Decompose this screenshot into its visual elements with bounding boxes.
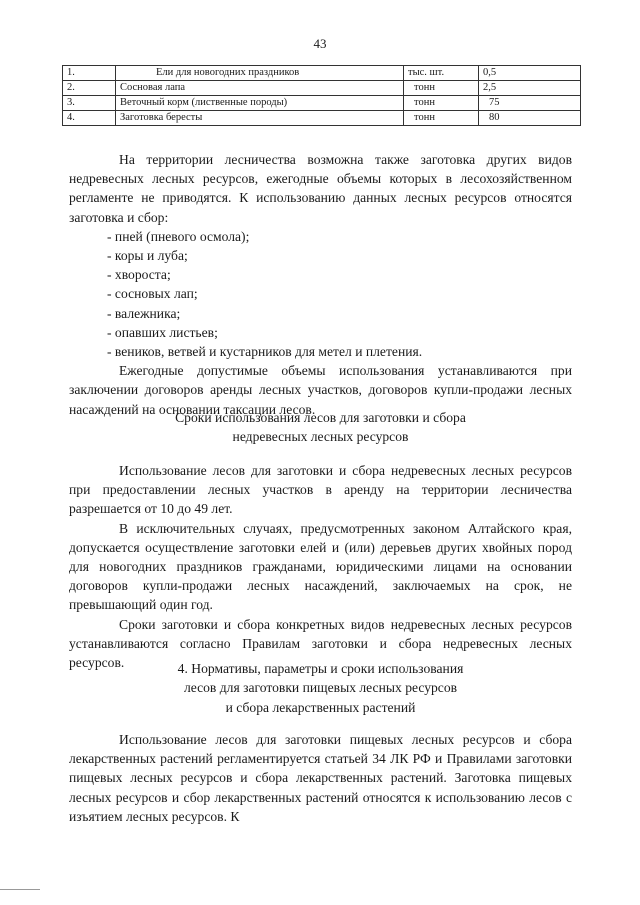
list-item: - валежника; — [107, 305, 181, 321]
row-number: 4. — [63, 111, 116, 126]
resource-value: 2,5 — [479, 81, 581, 96]
resource-unit: тыс. шт. — [404, 66, 479, 81]
paragraph: Ежегодные допустимые объемы использования устанавливаются при заключении договоров аренды лесных участков, договоров купли-продажи лесных насаждений на основании таксации лесов. — [69, 363, 572, 417]
list-item: - сосновых лап; — [107, 286, 198, 302]
heading-line: недревесных лесных ресурсов — [232, 429, 409, 445]
heading-line: Сроки использования лесов для заготовки и сбора — [175, 410, 466, 425]
page-number: 43 — [313, 36, 327, 51]
paragraph: В исключительных случаях, предусмотренных законом Алтайского края, допускается осуществление заготовки елей и (или) деревьев других хвойных пород для новогодних праздников гражданами, юридическими лицами на основании договоров купли-продажи лесных насаждений, заключаемых на срок, не превышающий один год. — [69, 520, 572, 613]
list-item: - опавших листьев; — [107, 324, 218, 340]
row-number: 1. — [63, 66, 116, 81]
resource-name: Ели для новогодних праздников — [116, 66, 404, 81]
heading-line: 4. Нормативы, параметры и сроки использования — [177, 661, 464, 676]
usage-terms-section — [69, 461, 572, 672]
table-row — [63, 111, 581, 126]
resource-unit: тонн — [404, 111, 479, 126]
resources-table — [62, 65, 581, 126]
heading-line: лесов для заготовки пищевых лесных ресурсов — [183, 680, 458, 696]
paragraph: Использование лесов для заготовки и сбора недревесных лесных ресурсов при предоставлении лесных участков в аренду на территории лесничества разрешается от 10 до 49 лет. — [69, 463, 572, 517]
heading-line: и сбора лекарственных растений — [225, 699, 416, 715]
list-item: - веников, ветвей и кустарников для метел и плетения. — [107, 344, 423, 360]
resource-value: 0,5 — [479, 66, 581, 81]
resource-name: Сосновая лапа — [116, 81, 404, 96]
list-item: - коры и луба; — [107, 248, 188, 264]
table-row — [63, 81, 581, 96]
list-item: - хвороста; — [107, 267, 171, 283]
resource-name: Веточный корм (лиственные породы) — [116, 96, 404, 111]
non-timber-resources-section — [69, 150, 572, 419]
table-row — [63, 66, 581, 81]
table-row — [63, 96, 581, 111]
section-heading — [69, 659, 572, 717]
resource-name: Заготовка бересты — [116, 111, 404, 126]
resource-unit: тонн — [404, 81, 479, 96]
paragraph: Использование лесов для заготовки пищевых лесных ресурсов и сбора лекарственных растений регламентируется статьей 34 ЛК РФ и Правилами заготовки пищевых лесных ресурсов и сбора лекарственных растений. Заготовка пищевых лесных ресурсов и сбор лекарственных растений относятся к использованию лесов с изъятием лесных ресурсов. К — [69, 732, 572, 824]
resource-unit: тонн — [404, 96, 479, 111]
resource-value: 75 — [479, 96, 581, 111]
section-heading — [69, 408, 572, 447]
resource-value: 80 — [479, 111, 581, 126]
paragraph: На территории лесничества возможна также заготовка других видов недревесных лесных ресурсов, ежегодные объемы которых в лесохозяйственном регламенте не приводятся. К использованию данных лесных ресурсов относятся заготовка и сбор: — [69, 152, 572, 225]
row-number: 2. — [63, 81, 116, 96]
row-number: 3. — [63, 96, 116, 111]
list-item: - пней (пневого осмола); — [107, 228, 250, 244]
footer-divider — [0, 889, 40, 890]
paragraph: Сроки заготовки и сбора конкретных видов недревесных лесных ресурсов устанавливаются согласно Правилам заготовки и сбора недревесных лесных ресурсов. — [69, 616, 572, 671]
food-resources-section — [69, 730, 572, 826]
